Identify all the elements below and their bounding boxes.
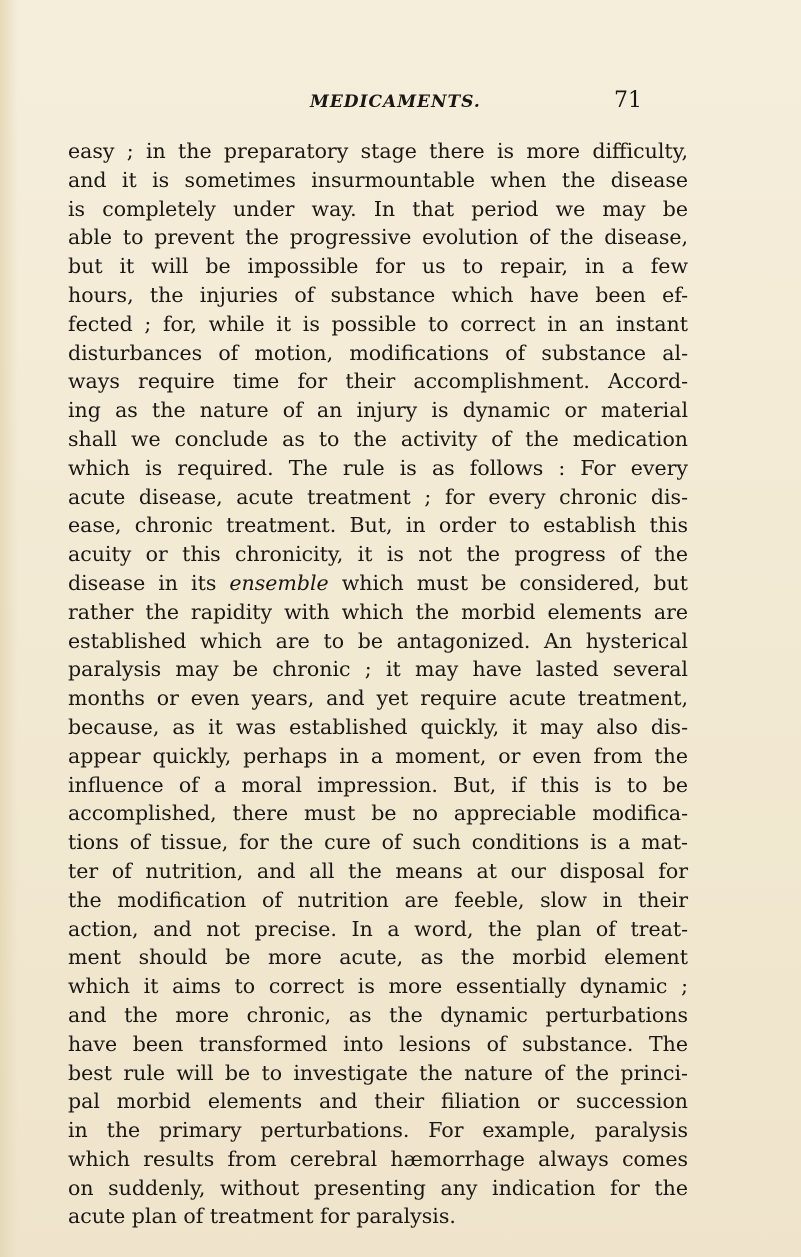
text-line: months or even years, and yet require acute treatment,	[68, 686, 688, 711]
text-line: and it is sometimes insurmountable when the disease	[68, 167, 688, 192]
text-line: pal morbid elements and their filiation or succession	[68, 1089, 688, 1114]
text-line: but it will be impossible for us to repair, in a few	[68, 254, 688, 279]
text-line: influence of a moral impression. But, if this is to be	[68, 772, 688, 797]
text-line: because, as it was established quickly, it may also dis-	[68, 714, 688, 739]
text-line: in the primary perturbations. For example, paralysis	[68, 1118, 688, 1143]
text-line: on suddenly, without presenting any indication for the	[68, 1175, 688, 1200]
text-line: able to prevent the progressive evolution of the disease,	[68, 225, 688, 250]
running-head: MEDICAMENTS.	[310, 92, 481, 112]
page-header	[310, 88, 710, 124]
text-line: ment should be more acute, as the morbid element	[68, 945, 688, 970]
text-line: shall we conclude as to the activity of the medication	[68, 426, 688, 451]
body-paragraph	[68, 137, 688, 1231]
text-segment: disease in its	[68, 570, 230, 595]
text-line: hours, the injuries of substance which have been ef-	[68, 282, 688, 307]
text-line: and the more chronic, as the dynamic perturbations	[68, 1002, 688, 1027]
text-line-last: acute plan of treatment for paralysis.	[68, 1204, 456, 1229]
text-line: easy ; in the preparatory stage there is more difficulty,	[68, 139, 688, 163]
text-line: is completely under way. In that period we may be	[68, 196, 688, 221]
text-line-with-emphasis	[68, 569, 688, 598]
text-line: which results from cerebral hæmorrhage always comes	[68, 1146, 688, 1171]
text-line: the modification of nutrition are feeble, slow in their	[68, 887, 688, 912]
page-number: 71	[614, 88, 642, 113]
text-line: fected ; for, while it is possible to correct in an instant	[68, 311, 688, 336]
text-line: appear quickly, perhaps in a moment, or even from the	[68, 743, 688, 768]
text-line: ing as the nature of an injury is dynamic or material	[68, 398, 688, 423]
text-line: disturbances of motion, modifications of substance al-	[68, 340, 688, 365]
text-line: acute disease, acute treatment ; for every chronic dis-	[68, 484, 688, 509]
text-line: paralysis may be chronic ; it may have lasted several	[68, 657, 688, 682]
text-line: best rule will be to investigate the nature of the princi-	[68, 1060, 688, 1085]
text-line: tions of tissue, for the cure of such conditions is a mat-	[68, 830, 688, 855]
text-line: acuity or this chronicity, it is not the progress of the	[68, 542, 688, 567]
text-line: have been transformed into lesions of substance. The	[68, 1031, 688, 1056]
text-line: ease, chronic treatment. But, in order to establish this	[68, 513, 688, 538]
text-line: established which are to be antagonized. An hysterical	[68, 628, 688, 653]
text-line: ways require time for their accomplishment. Accord-	[68, 369, 688, 394]
text-line: which is required. The rule is as follows : For every	[68, 455, 688, 480]
text-line: rather the rapidity with which the morbid elements are	[68, 599, 688, 624]
page-gutter-shadow	[0, 0, 18, 1257]
emphasis-text: ensemble	[229, 570, 329, 595]
text-line: ter of nutrition, and all the means at our disposal for	[68, 858, 688, 883]
text-line: action, and not precise. In a word, the plan of treat-	[68, 916, 688, 941]
text-segment: which must be considered, but	[328, 570, 688, 595]
text-line: accomplished, there must be no appreciable modifica-	[68, 801, 688, 826]
text-line: which it aims to correct is more essentially dynamic ;	[68, 974, 688, 999]
